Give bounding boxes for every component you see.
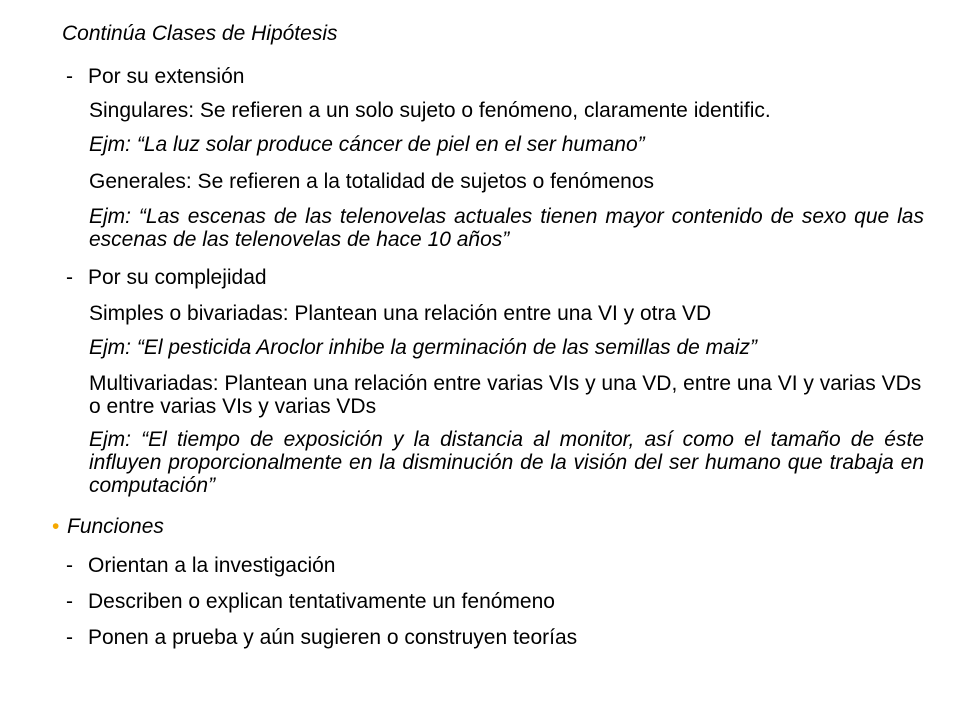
funciones-heading: Funciones: [67, 515, 164, 538]
extension-heading: Por su extensión: [88, 65, 245, 88]
simples-example: Ejm: “El pesticida Aroclor inhibe la germinación de las semillas de maiz”: [89, 336, 757, 359]
funciones-item: [62, 554, 335, 578]
funciones-item: [62, 590, 555, 614]
dash-marker: -: [66, 554, 73, 577]
slide-title: Continúa Clases de Hipótesis: [62, 22, 338, 45]
complejidad-heading-item: [62, 266, 267, 290]
funciones-item-label: Describen o explican tentativamente un fenómeno: [88, 590, 555, 613]
generales-text: Generales: Se refieren a la totalidad de sujetos o fenómenos: [89, 170, 655, 193]
funciones-heading-item: [52, 515, 164, 539]
dash-marker: -: [66, 266, 73, 289]
multivariadas-text: Multivariadas: Plantean una relación entre varias VIs y una VD, entre una VI y varias VDs o entre varias VIs y varias VDs: [89, 372, 922, 418]
generales-example: Ejm: “Las escenas de las telenovelas actuales tienen mayor contenido de sexo que las escenas de las telenovelas de hace 10 años”: [89, 205, 924, 251]
dash-marker: -: [66, 590, 73, 613]
funciones-item: [62, 626, 577, 650]
funciones-item-label: Ponen a prueba y aún sugieren o construyen teorías: [88, 626, 578, 649]
singulares-example: Ejm: “La luz solar produce cáncer de piel en el ser humano”: [89, 133, 645, 156]
dash-marker: -: [66, 65, 73, 88]
dash-marker: -: [66, 626, 73, 649]
multivariadas-example: Ejm: “El tiempo de exposición y la distancia al monitor, así como el tamaño de éste influyen proporcionalmente en la disminución de la visión del ser humano que trabaja en computación”: [89, 428, 924, 497]
bullet-marker: •: [52, 515, 60, 538]
complejidad-heading: Por su complejidad: [88, 266, 267, 289]
simples-text: Simples o bivariadas: Plantean una relación entre una VI y otra VD: [89, 302, 712, 325]
funciones-item-label: Orientan a la investigación: [88, 554, 336, 577]
singulares-text: Singulares: Se refieren a un solo sujeto o fenómeno, claramente identific.: [89, 99, 771, 122]
extension-heading-item: [62, 65, 244, 89]
